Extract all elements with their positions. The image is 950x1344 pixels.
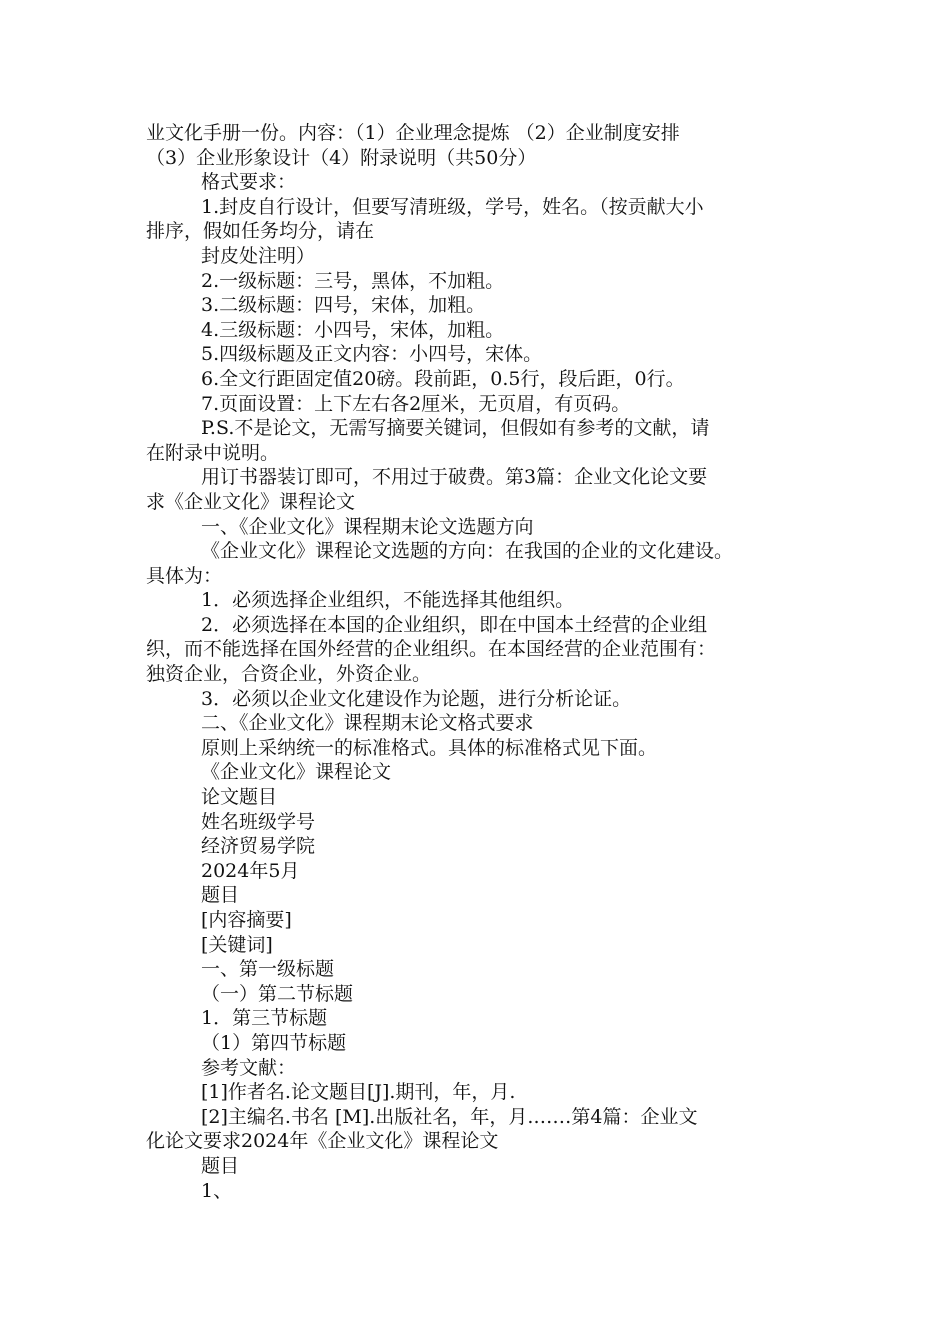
text-line: 2024年5月 (201, 859, 300, 882)
text-line: 求《企业文化》课程论文 (146, 490, 356, 513)
text-line: 排序，假如任务均分，请在 (146, 220, 375, 243)
text-line: 论文题目 (201, 786, 278, 809)
text-line: [内容摘要] (201, 909, 292, 931)
text-line: 题目 (201, 884, 240, 907)
text-line: P.S.不是论文，无需写摘要关键词，但假如有参考的文献，请 (201, 417, 710, 440)
text-line: 化论文要求2024年《企业文化》课程论文 (146, 1130, 499, 1153)
text-line: 封皮处注明） (201, 244, 316, 267)
text-line: 一、《企业文化》课程期末论文选题方向 (201, 515, 534, 538)
text-line: 《企业文化》课程论文 (201, 761, 392, 784)
text-line: 《企业文化》课程论文选题的方向：在我国的企业的文化建设。 (201, 540, 734, 563)
text-line: 题目 (201, 1154, 240, 1177)
text-line: 具体为： (146, 564, 223, 587)
text-line: 1．第三节标题 (201, 1007, 328, 1030)
text-line: 1.封皮自行设计，但要写清班级，学号，姓名。（按贡献大小 (201, 195, 704, 218)
text-line: 3.二级标题：四号，宋体，加粗。 (201, 294, 486, 317)
text-line: 7.页面设置：上下左右各2厘米，无页眉，有页码。 (201, 392, 631, 415)
text-line: [2]主编名.书名 [M].出版社名，年，月.……第4篇：企业文 (201, 1105, 698, 1128)
text-line: 姓名班级学号 (201, 810, 316, 833)
text-line: 4.三级标题：小四号，宋体，加粗。 (201, 318, 505, 341)
text-line: 一、第一级标题 (201, 958, 335, 981)
text-line: 5.四级标题及正文内容：小四号，宋体。 (201, 343, 543, 366)
text-line: 在附录中说明。 (146, 441, 280, 464)
text-line: （1）第四节标题 (201, 1031, 347, 1054)
text-line: 经济贸易学院 (201, 835, 316, 858)
text-line: 二、《企业文化》课程期末论文格式要求 (201, 712, 534, 735)
text-line: [关键词] (201, 933, 273, 956)
document-body (146, 121, 826, 1203)
text-line: 2.一级标题：三号，黑体，不加粗。 (201, 269, 505, 292)
text-line: 6.全文行距固定值20磅。段前距，0.5行，段后距，0行。 (201, 367, 685, 390)
text-line: 3．必须以企业文化建设作为论题，进行分析论证。 (201, 687, 632, 710)
text-line: （3）企业形象设计（4）附录说明（共50分） (146, 146, 537, 169)
text-line: [1]作者名.论文题目[J].期刊，年，月. (201, 1081, 516, 1104)
text-line: 原则上采纳统一的标准格式。具体的标准格式见下面。 (201, 736, 658, 759)
text-line: 用订书器装订即可，不用过于破费。第3篇：企业文化论文要 (201, 466, 708, 489)
text-line: 参考文献： (201, 1056, 297, 1079)
text-line: 1、 (201, 1179, 233, 1202)
text-line: 1．必须选择企业组织，不能选择其他组织。 (201, 589, 575, 612)
text-line: 2．必须选择在本国的企业组织，即在中国本土经营的企业组 (201, 613, 708, 636)
text-line: （一）第二节标题 (201, 982, 354, 1005)
text-line: 格式要求： (201, 171, 297, 194)
text-line: 织，而不能选择在国外经营的企业组织。在本国经营的企业范围有： (146, 638, 717, 661)
text-line: 业文化手册一份。内容：（1）企业理念提炼 （2）企业制度安排 (146, 122, 680, 144)
text-line: 独资企业，合资企业，外资企业。 (146, 663, 432, 686)
